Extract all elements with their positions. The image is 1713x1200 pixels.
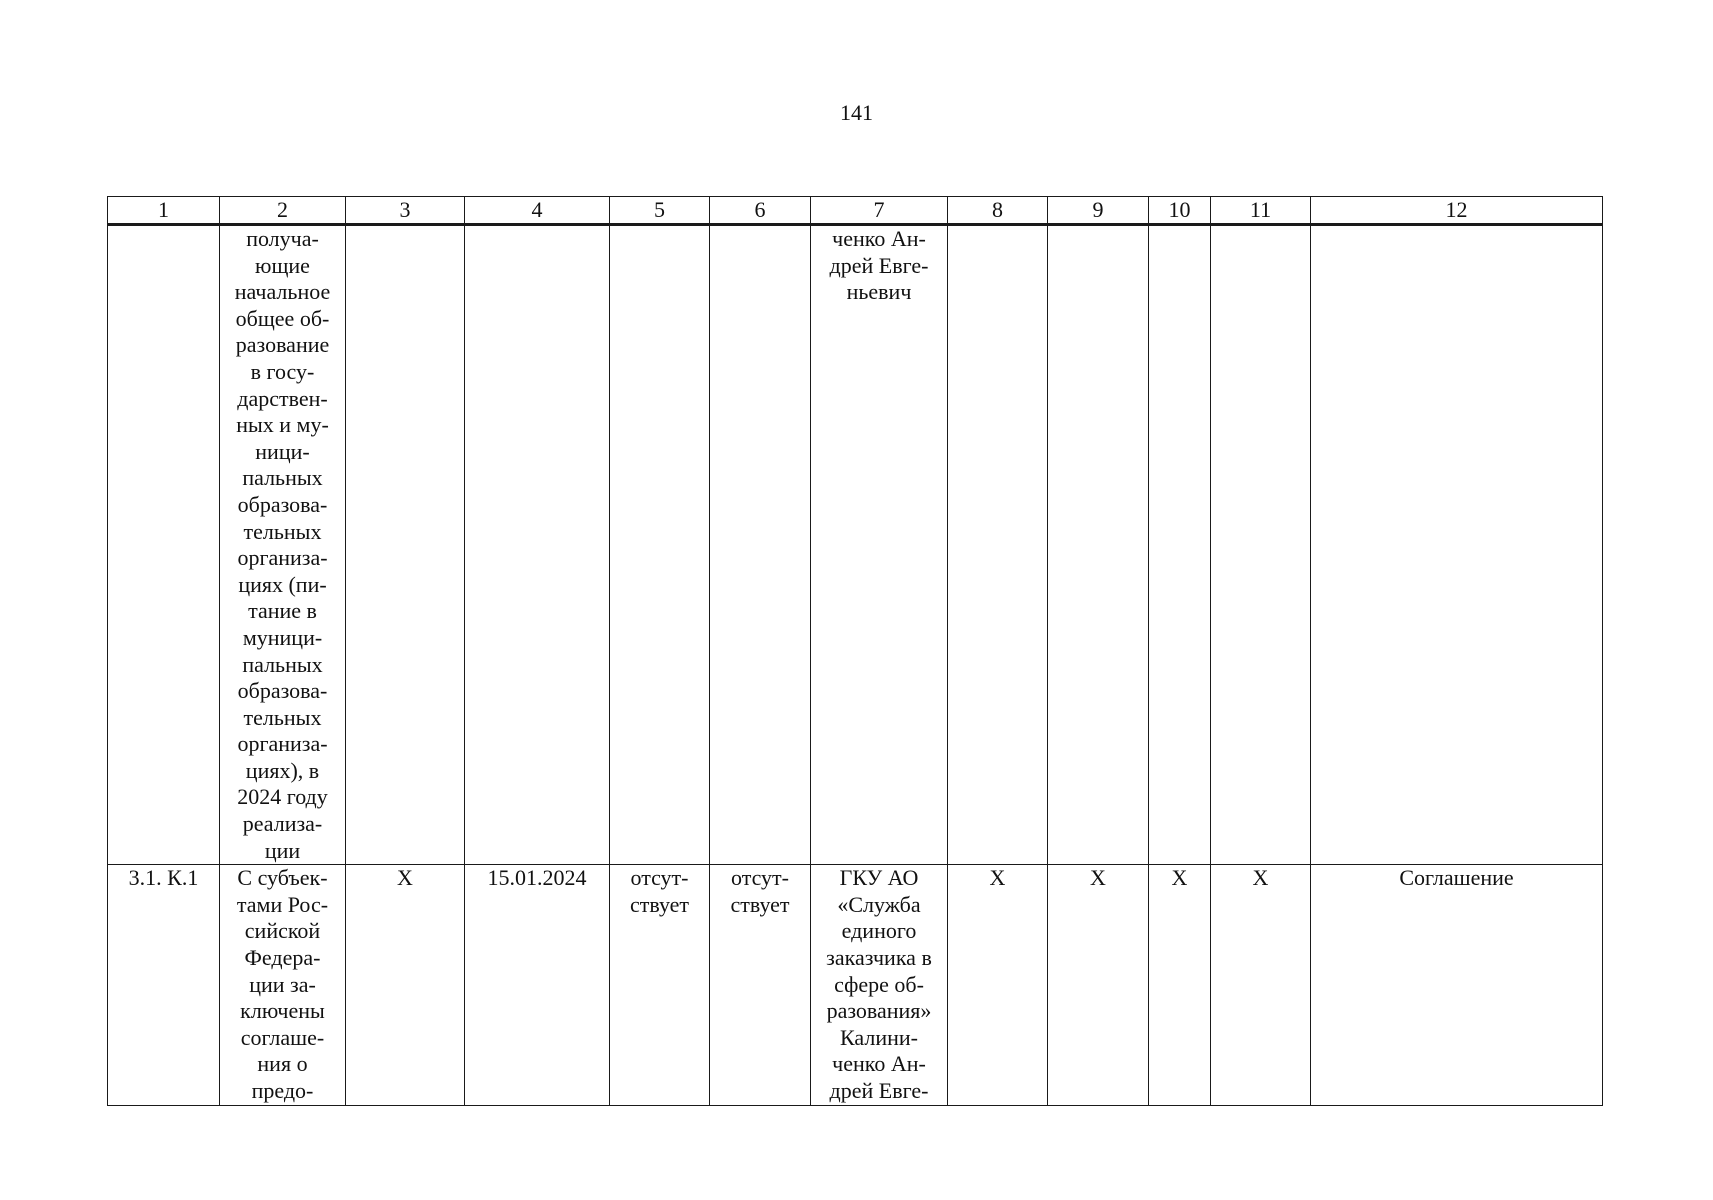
cell-line: разования» bbox=[826, 998, 932, 1024]
cell-line: ченко Ан- bbox=[832, 226, 926, 251]
cell-line: общее об- bbox=[235, 305, 330, 331]
table-cell bbox=[346, 865, 465, 1105]
column-header-11: 11 bbox=[1211, 197, 1311, 225]
cell-line: ници- bbox=[255, 438, 310, 464]
cell-line: пальных bbox=[242, 651, 323, 677]
table-cell bbox=[108, 225, 220, 865]
column-header-9: 9 bbox=[1048, 197, 1149, 225]
table-row bbox=[108, 225, 1603, 865]
table-cell bbox=[710, 225, 811, 865]
cell-line: в госу- bbox=[250, 358, 315, 384]
cell-line: ции bbox=[264, 837, 301, 863]
table-cell bbox=[948, 225, 1048, 865]
cell-line: дарствен- bbox=[237, 385, 328, 411]
table-cell bbox=[610, 865, 710, 1105]
cell-line: циях (пи- bbox=[238, 571, 327, 597]
cell-line: дрей Евге- bbox=[829, 1078, 929, 1103]
table-cell bbox=[811, 865, 948, 1105]
cell-line: сийской bbox=[244, 918, 321, 944]
column-header-4: 4 bbox=[465, 197, 610, 225]
table-cell bbox=[220, 225, 346, 865]
cell-line: Федера- bbox=[244, 945, 321, 971]
cell-line: ньевич bbox=[846, 279, 912, 305]
column-header-7: 7 bbox=[811, 197, 948, 225]
cell-line: тельных bbox=[243, 704, 322, 730]
cell-line: 15.01.2024 bbox=[487, 865, 587, 891]
cell-line: ния о bbox=[257, 1051, 308, 1077]
cell-line: муници- bbox=[242, 624, 323, 650]
table-cell bbox=[610, 225, 710, 865]
cell-line: Х bbox=[1090, 865, 1106, 891]
cell-line: «Служба bbox=[837, 891, 921, 917]
table-cell bbox=[346, 225, 465, 865]
table-row bbox=[108, 865, 1603, 1105]
table-cell bbox=[465, 865, 610, 1105]
table-cell bbox=[811, 225, 948, 865]
cell-line: образова- bbox=[237, 678, 328, 704]
table-cell bbox=[1149, 225, 1211, 865]
table-cell bbox=[1048, 865, 1149, 1105]
data-table bbox=[107, 196, 1603, 1106]
column-header-10: 10 bbox=[1149, 197, 1211, 225]
cell-line: образова- bbox=[237, 491, 328, 517]
cell-line: тельных bbox=[243, 518, 322, 544]
cell-line: разование bbox=[235, 332, 330, 358]
cell-line: Х bbox=[1252, 865, 1269, 891]
column-header-6: 6 bbox=[710, 197, 811, 225]
column-header-3: 3 bbox=[346, 197, 465, 225]
cell-line: Калини- bbox=[840, 1024, 918, 1050]
table-cell bbox=[1211, 225, 1311, 865]
cell-line: начальное bbox=[234, 279, 331, 305]
column-header-5: 5 bbox=[610, 197, 710, 225]
cell-line: Х bbox=[397, 865, 413, 891]
header-row bbox=[108, 197, 1603, 225]
cell-line: циях), в bbox=[245, 757, 320, 783]
page-number: 141 bbox=[840, 100, 873, 125]
column-header-12: 12 bbox=[1311, 197, 1603, 225]
column-header-8: 8 bbox=[948, 197, 1048, 225]
cell-line: Х bbox=[989, 865, 1006, 891]
cell-line: соглаше- bbox=[240, 1024, 325, 1050]
cell-line: ющие bbox=[255, 252, 310, 278]
cell-line: ГКУ АО bbox=[839, 865, 919, 891]
table-cell bbox=[710, 865, 811, 1105]
cell-line: получа- bbox=[246, 226, 319, 251]
table-cell bbox=[465, 225, 610, 865]
cell-line: С субъек- bbox=[237, 865, 328, 891]
cell-line: ключены bbox=[240, 998, 325, 1024]
cell-line: заказчика в bbox=[826, 945, 932, 971]
table-cell bbox=[108, 865, 220, 1105]
cell-line: ции за- bbox=[249, 971, 316, 997]
cell-line: тами Рос- bbox=[236, 891, 329, 917]
table-cell bbox=[1311, 865, 1603, 1105]
cell-line: реализа- bbox=[242, 811, 323, 837]
cell-line: организа- bbox=[237, 731, 328, 757]
cell-line: Соглашение bbox=[1399, 865, 1514, 891]
cell-line: тание в bbox=[248, 598, 317, 624]
cell-line: пальных bbox=[242, 465, 323, 491]
cell-line: 3.1. К.1 bbox=[128, 865, 199, 891]
cell-line: дрей Евге- bbox=[829, 252, 929, 278]
cell-line: единого bbox=[841, 918, 917, 944]
table-cell bbox=[220, 865, 346, 1105]
cell-line: ствует bbox=[629, 891, 690, 917]
cell-line: сфере об- bbox=[834, 971, 924, 997]
cell-line: ствует bbox=[730, 891, 790, 917]
table-cell bbox=[1149, 865, 1211, 1105]
cell-line: 2024 году bbox=[237, 784, 328, 810]
column-header-1: 1 bbox=[108, 197, 220, 225]
table-cell bbox=[1311, 225, 1603, 865]
cell-line: ных и му- bbox=[236, 412, 329, 438]
column-header-2: 2 bbox=[220, 197, 346, 225]
cell-line: предо- bbox=[251, 1078, 314, 1103]
table-cell bbox=[1211, 865, 1311, 1105]
cell-line: ченко Ан- bbox=[832, 1051, 926, 1077]
table-cell bbox=[1048, 225, 1149, 865]
cell-line: организа- bbox=[237, 545, 328, 571]
cell-line: отсут- bbox=[630, 865, 689, 891]
table-cell bbox=[948, 865, 1048, 1105]
cell-line: Х bbox=[1171, 865, 1188, 891]
cell-line: отсут- bbox=[730, 865, 789, 891]
